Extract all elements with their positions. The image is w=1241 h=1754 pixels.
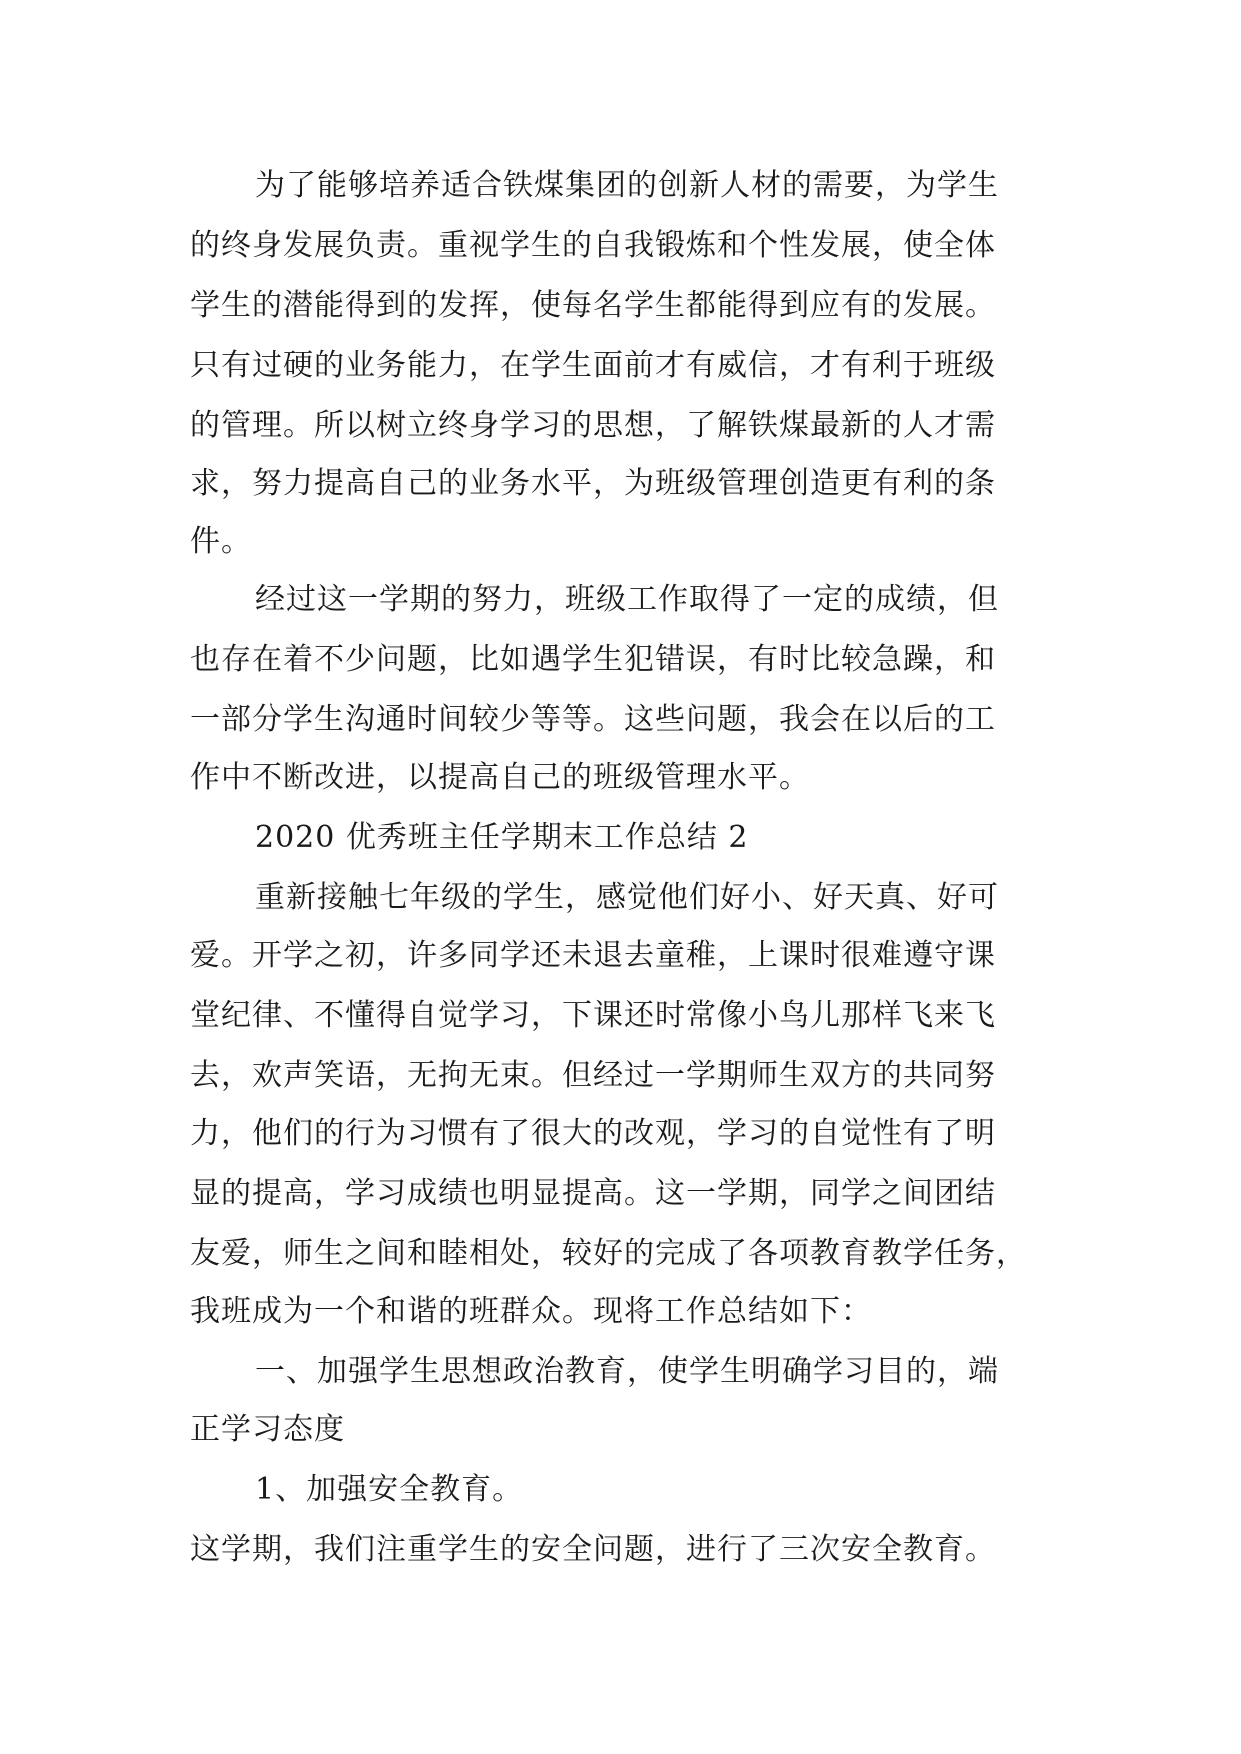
paragraph-line: 这学期，我们注重学生的安全问题，进行了三次安全教育。 [190,1532,996,1567]
paragraph-line: 的终身发展负责。重视学生的自我锻炼和个性发展，使全体 [190,228,996,263]
paragraph-line: 只有过硬的业务能力，在学生面前才有威信，才有利于班级 [190,348,996,383]
paragraph-line: 去，欢声笑语，无拘无束。但经过一学期师生双方的共同努 [190,1058,996,1093]
paragraph-line: 我班成为一个和谐的班群众。现将工作总结如下： [190,1294,872,1329]
paragraph-line: 力，他们的行为习惯有了很大的改观，学习的自觉性有了明 [190,1116,996,1151]
section-heading: 2020 优秀班主任学期末工作总结 2 [255,820,749,855]
paragraph-line: 件。 [190,524,252,559]
subheading: 1、加强安全教育。 [255,1472,524,1507]
paragraph-line: 显的提高，学习成绩也明显提高。这一学期，同学之间团结 [190,1176,996,1211]
paragraph-line: 求，努力提高自己的业务水平，为班级管理创造更有利的条 [190,466,996,501]
paragraph-line: 也存在着不少问题，比如遇学生犯错误，有时比较急躁，和 [190,642,996,677]
paragraph-line: 作中不断改进，以提高自己的班级管理水平。 [190,760,810,795]
paragraph-line: 一部分学生沟通时间较少等等。这些问题，我会在以后的工 [190,702,996,737]
paragraph-line: 经过这一学期的努力，班级工作取得了一定的成绩，但 [255,582,999,617]
paragraph-line: 的管理。所以树立终身学习的思想，了解铁煤最新的人才需 [190,408,996,443]
numbered-heading: 一、加强学生思想政治教育，使学生明确学习目的，端 [255,1354,999,1389]
paragraph-line: 堂纪律、不懂得自觉学习，下课还时常像小鸟儿那样飞来飞 [190,998,996,1033]
paragraph-line: 学生的潜能得到的发挥，使每名学生都能得到应有的发展。 [190,288,996,323]
paragraph-line: 为了能够培养适合铁煤集团的创新人材的需要，为学生 [255,168,999,203]
paragraph-line: 友爱，师生之间和睦相处，较好的完成了各项教育教学任务， [190,1236,1027,1271]
paragraph-line: 爱。开学之初，许多同学还未退去童稚，上课时很难遵守课 [190,938,996,973]
paragraph-line: 重新接触七年级的学生，感觉他们好小、好天真、好可 [255,880,999,915]
numbered-heading-continued: 正学习态度 [190,1412,345,1447]
